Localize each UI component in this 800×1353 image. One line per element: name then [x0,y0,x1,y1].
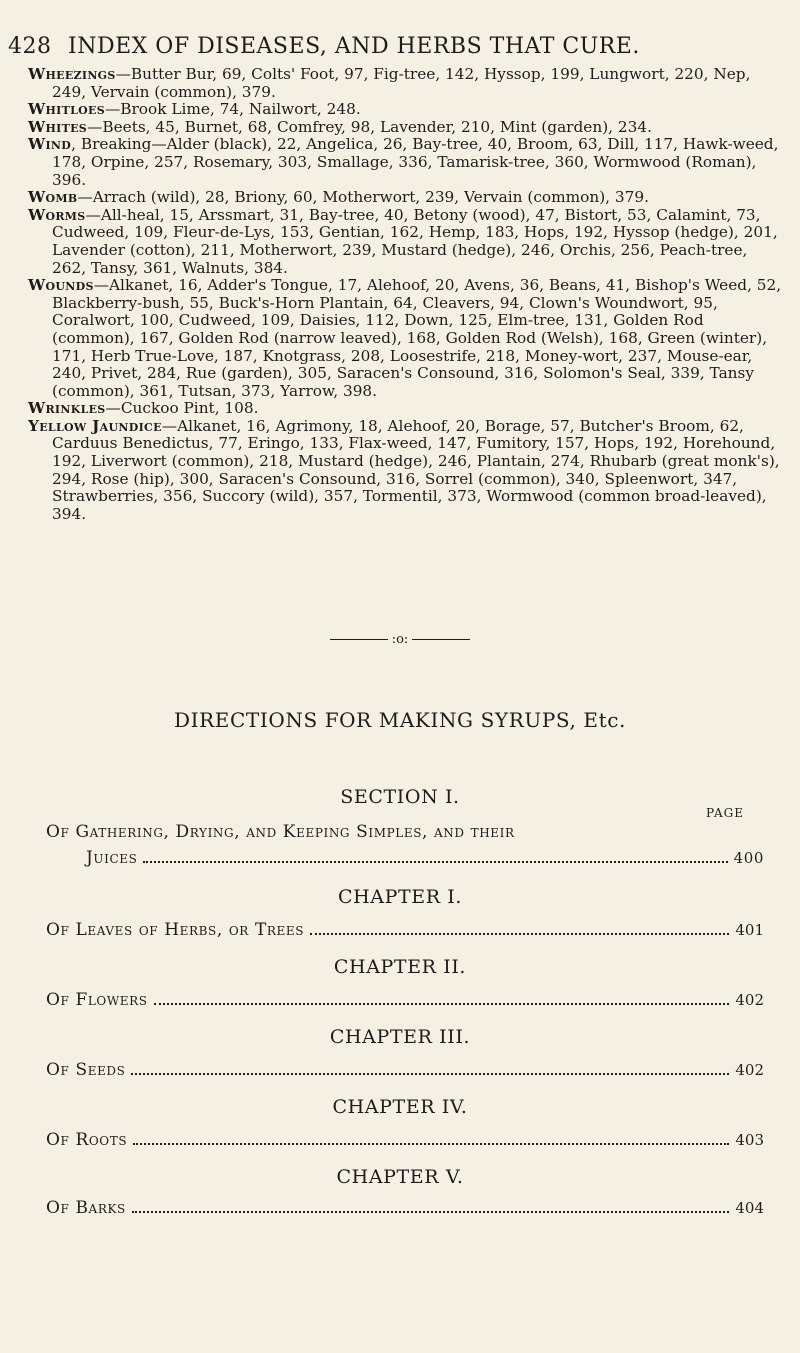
index-keyword: Whitloes [28,100,105,119]
index-list [28,66,784,523]
toc-entry [46,1060,764,1080]
toc-page: 403 [735,1131,764,1149]
index-keyword: Womb [28,188,78,207]
index-text: —Butter Bur, 69, Colts' Foot, 97, Fig-tree, 142, Hyssop, 199, Lungwort, 220, Nep, 249, Vervain (common), 379. [52,65,751,101]
index-text: —Brook Lime, 74, Nailwort, 248. [104,100,361,119]
dot-leader [132,1211,730,1213]
index-keyword: Wind [28,135,72,154]
index-text: —Alkanet, 16, Agrimony, 18, Alehoof, 20, Borage, 57, Butcher's Broom, 62, Carduus Benedictus, 77, Eringo, 133, Flax-weed, 147, Fumitory, 157, Hops, 192, Horehound, 192, Liverwort (common), 218, Mustard (hedge), 246, Plantain, 274, Rhubarb (great monk's), 294, Rose (hip), 300, Saracen's Consound, 316, Sorrel (common), 340, Spleenwort, 347, Strawberries, 356, Succory (wild), 357, Tormentil, 373, Wormwood (common broad-leaved), 394. [52,416,780,523]
dot-leader [143,861,727,863]
chapter-heading: CHAPTER V. [336,1166,464,1188]
index-entry [28,101,784,119]
separator-rule-right [412,639,470,640]
toc-title: Of Seeds [46,1060,126,1080]
toc-page: 404 [735,1199,764,1217]
chapter-heading: CHAPTER III. [329,1026,471,1048]
dot-leader [154,1003,730,1005]
toc-entry [46,990,764,1010]
page-number: 428 [8,34,52,59]
index-keyword: Wrinkles [28,399,106,418]
toc-title: Of Barks [46,1198,126,1218]
running-title: INDEX OF DISEASES, AND HERBS THAT CURE. [68,34,640,59]
chapter-heading: CHAPTER I. [337,886,463,908]
index-entry [28,119,784,137]
section-title: Of Gathering, Drying, and Keeping Simples, and their [46,822,515,842]
index-text: —Beets, 45, Burnet, 68, Comfrey, 98, Lavender, 210, Mint (garden), 234. [87,117,652,136]
separator-rule-left [330,639,388,640]
section-page: 400 [733,849,764,867]
section-title-end: Juices [86,848,138,868]
index-entry [28,400,784,418]
dot-leader [133,1143,729,1145]
index-entry [28,277,784,400]
section-heading: SECTION I. [340,786,460,808]
index-text: —All-heal, 15, Arssmart, 31, Bay-tree, 40, Betony (wood), 47, Bistort, 53, Calamint, 73, Cudweed, 109, Fleur-de-Lys, 153, Gentian, 162, Hemp, 183, Hops, 192, Hyssop (hedge), 201, Lavender (cotton), 211, Motherwort, 239, Mustard (hedge), 246, Orchis, 256, Peach-tree, 262, Tansy, 361, Walnuts, 384. [52,205,778,277]
separator-mark: :o: [391,632,409,647]
page-column-label: PAGE [706,806,744,820]
index-entry [28,66,784,101]
index-keyword: Whites [28,117,88,136]
toc-entry [46,1130,764,1150]
chapter-heading: CHAPTER IV. [332,1096,468,1118]
index-keyword: Wheezings [28,65,116,83]
index-text: —Cuckoo Pint, 108. [105,399,259,418]
dot-leader [131,1073,729,1075]
index-entry [28,207,784,277]
toc-page: 402 [735,1061,764,1079]
index-keyword: Wounds [28,276,94,295]
index-text: , Breaking—Alder (black), 22, Angelica, 26, Bay-tree, 40, Broom, 63, Dill, 117, Hawk-weed, 178, Orpine, 257, Rosemary, 303, Smallage, 336, Tamarisk-tree, 360, Wormwood (Roman), 396. [52,135,779,189]
directions-heading: DIRECTIONS FOR MAKING SYRUPS, Etc. [174,708,626,732]
section-title-continued [86,848,764,868]
toc-entry [46,920,764,940]
toc-page: 401 [735,921,764,939]
index-text: —Alkanet, 16, Adder's Tongue, 17, Alehoof, 20, Avens, 36, Beans, 41, Bishop's Weed, 52, Blackberry-bush, 55, Buck's-Horn Plantain, 64, Cleavers, 94, Clown's Woundwort, 95, Coralwort, 100, Cudweed, 109, Daisies, 112, Down, 125, Elm-tree, 131, Golden Rod (common), 167, Golden Rod (narrow leaved), 168, Golden Rod (Welsh), 168, Green (winter), 171, Herb True-Love, 187, Knotgrass, 208, Loosestrife, 218, Money-wort, 237, Mouse-ear, 240, Privet, 284, Rue (garden), 305, Saracen's Consound, 316, Solomon's Seal, 339, Tansy (common), 361, Tutsan, 373, Yarrow, 398. [52,276,782,400]
index-keyword: Worms [28,205,86,224]
index-entry [28,189,784,207]
toc-page: 402 [735,991,764,1009]
toc-title: Of Leaves of Herbs, or Trees [46,920,305,940]
index-keyword: Yellow Jaundice [28,416,162,435]
index-entry [28,136,784,189]
section-separator [0,632,800,647]
toc-title: Of Flowers [46,990,148,1010]
index-entry [28,418,784,524]
index-text: —Arrach (wild), 28, Briony, 60, Motherwort, 239, Vervain (common), 379. [77,188,649,207]
toc-entry [46,1198,764,1218]
toc-title: Of Roots [46,1130,128,1150]
chapter-heading: CHAPTER II. [333,956,467,978]
dot-leader [310,933,729,935]
